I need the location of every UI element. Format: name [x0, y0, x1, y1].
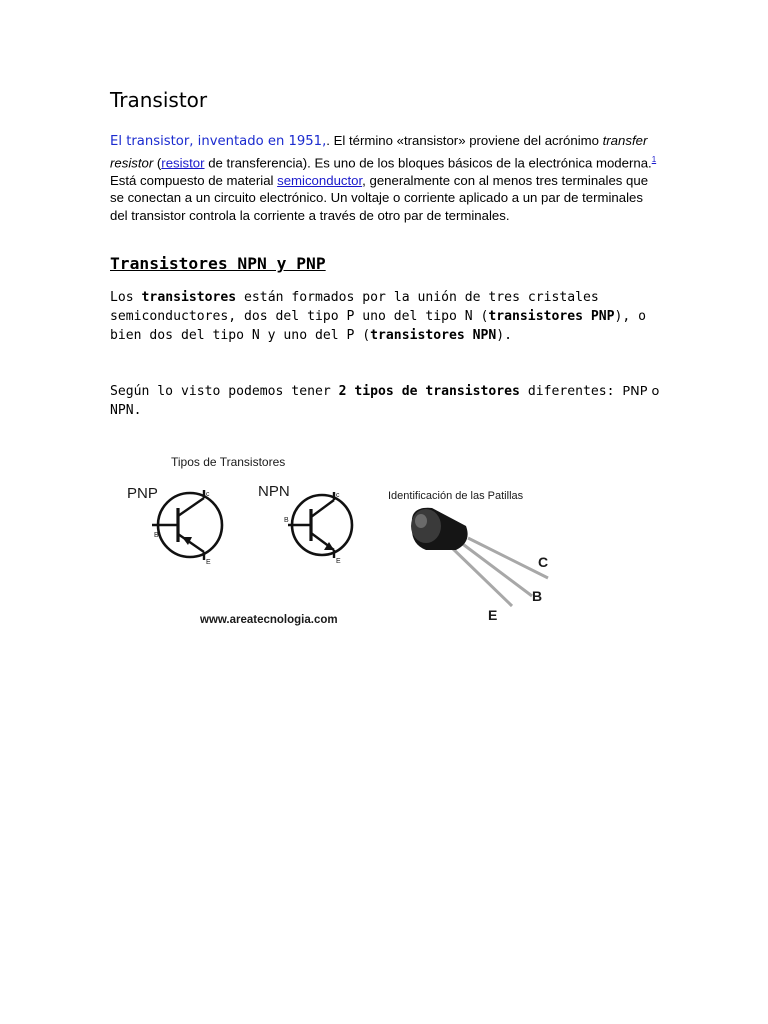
document-page [110, 88, 660, 420]
intro-text-3: de transferencia). Es uno de los bloques básicos de la electrónica moderna. [204, 154, 652, 170]
paragraph-two-types [110, 383, 660, 420]
para2-text-e: NPN. [110, 402, 142, 418]
npn-label: NPN [258, 483, 290, 500]
section-heading: Transistores NPN y PNP [110, 254, 326, 274]
resistor-link[interactable]: resistor [161, 154, 205, 170]
pnp-label: PNP [127, 485, 158, 502]
para1-text-a: Los [110, 290, 142, 306]
intro-text-2: ( [153, 154, 162, 170]
para2-text-d: PNP o [622, 384, 660, 400]
transistor-types-figure [120, 446, 560, 636]
page-title: Transistor [110, 88, 208, 112]
pnp-emitter-label: E [206, 559, 211, 566]
pins-title: Identificación de las Patillas [388, 490, 524, 502]
figure-title: Tipos de Transistores [171, 455, 286, 469]
intro-text-1: . El término «transistor» proviene del acrónimo [326, 133, 603, 148]
intro-text-4: Está compuesto de material [110, 172, 278, 188]
pin-b-label: B [532, 588, 543, 604]
npn-base-label: B [284, 517, 289, 524]
footnote-link[interactable]: 1 [651, 154, 657, 164]
npn-collector-label: c [336, 492, 340, 499]
para1-text-d: ), o bien dos del tipo N y uno del P ( [110, 308, 647, 343]
website-caption: www.areatecnologia.com [200, 614, 338, 626]
para1-text-c: están formados por la unión de tres cristales semiconductores, dos del tipo P uno del tipo N ( [110, 290, 599, 324]
paragraph-transistor-types [110, 289, 660, 345]
para1-text-e: ). [496, 327, 513, 343]
semiconductor-link[interactable]: semiconductor [277, 172, 363, 188]
npn-symbol [258, 483, 352, 565]
para1-bold-npn: transistores NPN [370, 327, 497, 343]
pnp-symbol [127, 485, 222, 566]
para2-text-c: diferentes: [519, 384, 623, 400]
intro-lead: El transistor, inventado en 1951, [110, 134, 327, 149]
npn-emitter-label: E [336, 558, 341, 565]
intro-text-5: , generalmente con al menos tres terminales que se conectan a un circuito electrónico. Un voltaje o corriente aplicado a un par de terminales del transistor controla la corriente a través de otro par de terminales. [110, 172, 649, 223]
pin-e-label: E [488, 607, 498, 623]
para1-bold-pnp: transistores PNP [488, 308, 615, 324]
para2-bold: 2 tipos de transistores [338, 384, 520, 400]
intro-italic: transfer resistor [110, 133, 648, 170]
intro-paragraph [110, 132, 660, 224]
transistor-diagram [120, 446, 560, 636]
para1-bold-transistores: transistores [141, 290, 237, 306]
pin-identification [388, 490, 548, 623]
pnp-base-label: B [154, 532, 159, 539]
pin-c-label: C [538, 554, 549, 570]
para2-text-a: Según lo visto podemos tener [110, 384, 339, 400]
pnp-collector-label: c [206, 491, 210, 498]
